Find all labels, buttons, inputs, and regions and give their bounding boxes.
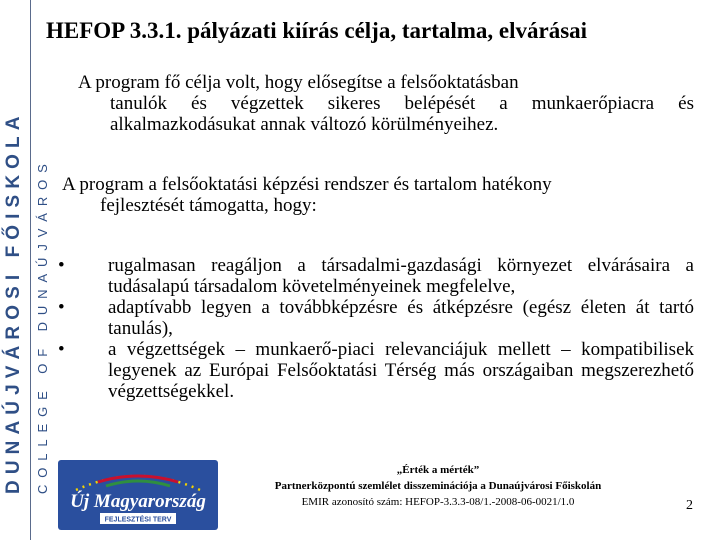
bullet-icon: •: [58, 255, 65, 276]
slide-title: HEFOP 3.3.1. pályázati kiírás célja, tartalma, elvárásai: [46, 18, 588, 43]
logo-main-text: Új Magyarország: [70, 491, 206, 512]
list-item-text: rugalmasan reagáljon a társadalmi-gazdasági környezet elvárásaira a tudásalapú társadalom követelményeinek megfelelve,: [108, 255, 694, 297]
footer: [228, 462, 648, 510]
logo-sub-text: FEJLESZTÉSI TERV: [104, 516, 172, 524]
list-item-text: adaptívabb legyen a továbbképzésre és átképzésre (egész életen át tartó tanulás),: [108, 297, 694, 339]
strip-divider: [30, 0, 31, 540]
logo-graphic: [58, 460, 218, 530]
college-name-en-vertical: COLLEGE OF DUNAÚJVÁROS: [35, 157, 50, 494]
list-item: [58, 297, 694, 339]
page-number: 2: [686, 498, 693, 513]
college-name-vertical: DUNAÚJVÁROSI FŐISKOLA: [3, 110, 24, 494]
bullet-icon: •: [58, 297, 65, 318]
uj-magyarorszag-logo: [58, 460, 218, 530]
support-rest: fejlesztését támogatta, hogy:: [100, 195, 317, 216]
college-name-strip: [0, 0, 56, 540]
list-item-text: a végzettségek – munkaerő-piaci relevanciájuk mellett – kompatibilisek legyenek az Európai Felsőoktatási Térség más országaiban megszerezhető végzettségekkel.: [108, 339, 694, 402]
intro-first-line: A program fő célja volt, hogy elősegítse a felsőoktatásban: [78, 72, 519, 93]
support-paragraph: [62, 174, 694, 216]
intro-paragraph: [78, 72, 694, 135]
bullet-icon: •: [58, 339, 65, 360]
footer-partner: Partnerközpontú szemlélet disszeminációja a Dunaújvárosi Főiskolán: [274, 480, 602, 492]
list-item: [58, 339, 694, 402]
list-item: [58, 255, 694, 297]
goal-list: [58, 255, 694, 402]
support-first-line: A program a felsőoktatási képzési rendszer és tartalom hatékony: [62, 174, 552, 195]
footer-quote: „Érték a mérték”: [396, 464, 480, 476]
intro-rest: tanulók és végzettek sikeres belépését a munkaerőpiacra és alkalmazkodásukat annak változó körülményeihez.: [110, 93, 694, 135]
footer-emir-id: EMIR azonosító szám: HEFOP-3.3.3-08/1.-2008-06-0021/1.0: [301, 496, 575, 508]
